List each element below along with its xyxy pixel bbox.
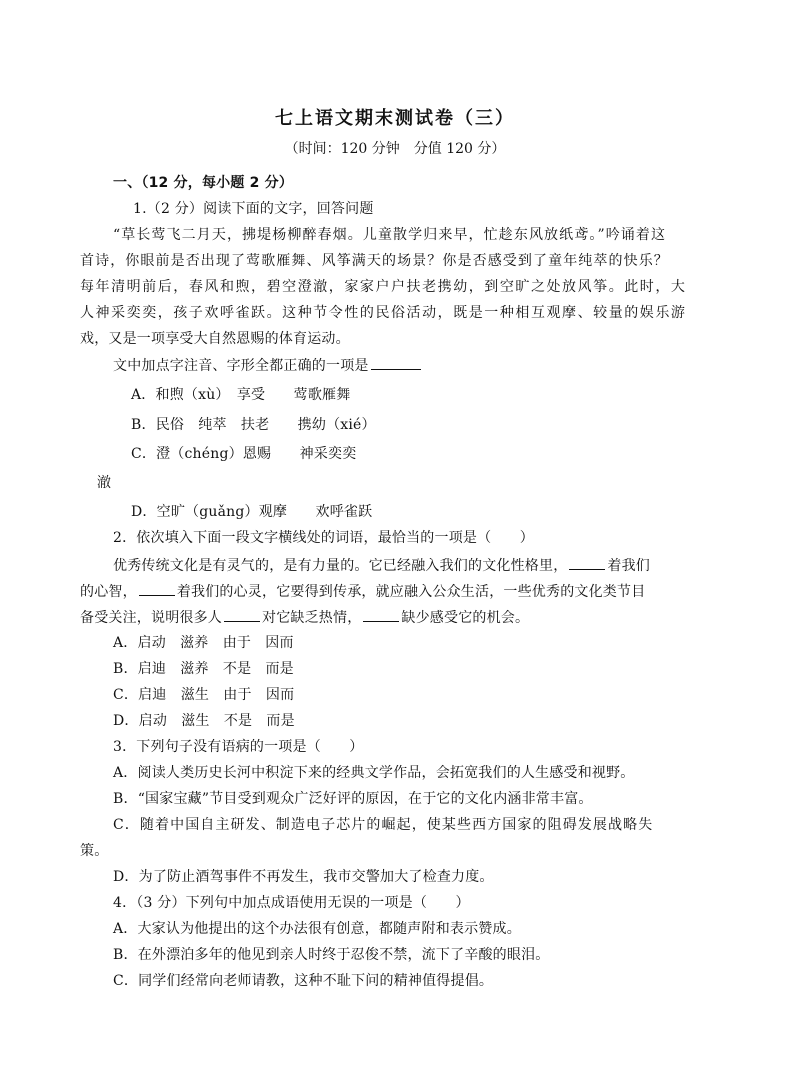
- q2-passage-text: 优秀传统文化是有灵气的，是有力量的。它已经融入我们的文化性格里，: [113, 558, 568, 574]
- q1-passage-line: 每年清明前后，春风和煦，碧空澄澈，家家户户扶老携幼，到空旷之处放风筝。此时，大: [80, 279, 687, 295]
- answer-blank[interactable]: [139, 581, 175, 596]
- q3-option: A．阅读人类历史长河中积淀下来的经典文学作品，会拓宽我们的人生感受和视野。: [113, 765, 635, 781]
- q2-passage-text: 对它缺乏热情，: [262, 610, 362, 626]
- q4-option: C．同学们经常向老师请教，这种不耻下问的精神值得提倡。: [113, 973, 494, 989]
- q3-option-wrap: 策。: [80, 843, 109, 859]
- q2-option: C．启迪 滋生 由于 因而: [113, 687, 295, 703]
- answer-blank[interactable]: [371, 355, 421, 370]
- answer-blank[interactable]: [224, 607, 260, 622]
- q2-passage-text: 的心智，: [80, 584, 137, 600]
- q4-stem: 4．（3 分）下列句中加点成语使用无误的一项是（ ）: [113, 895, 470, 911]
- q4-option: A．大家认为他提出的这个办法很有创意，都随声附和表示赞成。: [113, 921, 521, 937]
- q1-stem: 1.（2 分）阅读下面的文字，回答问题: [133, 201, 374, 217]
- page-title: 七上语文期末测试卷（三）: [275, 108, 515, 129]
- q3-stem: 3．下列句子没有语病的一项是（ ）: [113, 739, 364, 755]
- q1-option-b: B．民俗 纯萃 扶老 携幼（xié）: [131, 417, 376, 433]
- q2-passage-line: [113, 555, 650, 576]
- q2-option: B．启迪 滋养 不是 而是: [113, 661, 294, 677]
- q2-passage-line: [80, 581, 645, 602]
- q1-prompt-text: 文中加点字注音、字形全都正确的一项是: [113, 358, 369, 374]
- q2-option: D．启动 滋生 不是 而是: [113, 713, 295, 729]
- q2-passage-text: 缺少感受它的机会。: [401, 610, 530, 626]
- q2-option: A．启动 滋养 由于 因而: [113, 635, 294, 651]
- answer-blank[interactable]: [569, 555, 605, 570]
- q3-option: C．随着中国自主研发、制造电子芯片的崛起，使某些西方国家的阻碍发展战略失: [113, 817, 654, 833]
- q3-option: D．为了防止酒驾事件不再发生，我市交警加大了检查力度。: [113, 869, 494, 885]
- answer-blank[interactable]: [363, 607, 399, 622]
- q4-option: B．在外漂泊多年的他见到亲人时终于忍俊不禁，流下了辛酸的眼泪。: [113, 947, 550, 963]
- q2-passage-text: 着我们: [607, 558, 651, 574]
- q1-prompt: [113, 355, 423, 376]
- q1-passage-line: 首诗，你眼前是否出现了莺歌雁舞、风筝满天的场景？你是否感受到了童年纯萃的快乐？: [80, 253, 669, 269]
- section-heading: 一、（12 分，每小题 2 分）: [113, 175, 294, 191]
- q1-passage-line: 人神采奕奕，孩子欢呼雀跃。这种节令性的民俗活动，既是一种相互观摩、较量的娱乐游: [80, 305, 687, 321]
- q1-passage-line: “草长莺飞二月天，拂堤杨柳醉春烟。儿童散学归来早，忙趁东风放纸鸢。”吟诵着这: [113, 227, 667, 243]
- q2-passage-text: 着我们的心灵，它要得到传承，就应融入公众生活，一些优秀的文化类节目: [176, 584, 646, 600]
- q2-stem: 2．依次填入下面一段文字横线处的词语，最恰当的一项是（ ）: [113, 530, 534, 546]
- q1-option-c: C．澄（chéng）恩赐 神采奕奕: [131, 446, 357, 462]
- q2-passage-text: 备受关注，说明很多人: [80, 610, 222, 626]
- q1-passage-line: 戏，又是一项享受大自然恩赐的体育运动。: [80, 331, 350, 347]
- q3-option: B．“国家宝藏”节目受到观众广泛好评的原因，在于它的文化内涵非常丰富。: [113, 791, 593, 807]
- q1-option-c-wrap: 澈: [97, 475, 112, 491]
- q1-option-d: D．空旷（guǎng）观摩 欢呼雀跃: [131, 504, 373, 520]
- exam-time-info: （时间：120 分钟 分值 120 分）: [284, 141, 506, 157]
- q1-option-a: A．和煦（xù） 享受 莺歌雁舞: [131, 387, 351, 403]
- q2-passage-line: [80, 607, 529, 628]
